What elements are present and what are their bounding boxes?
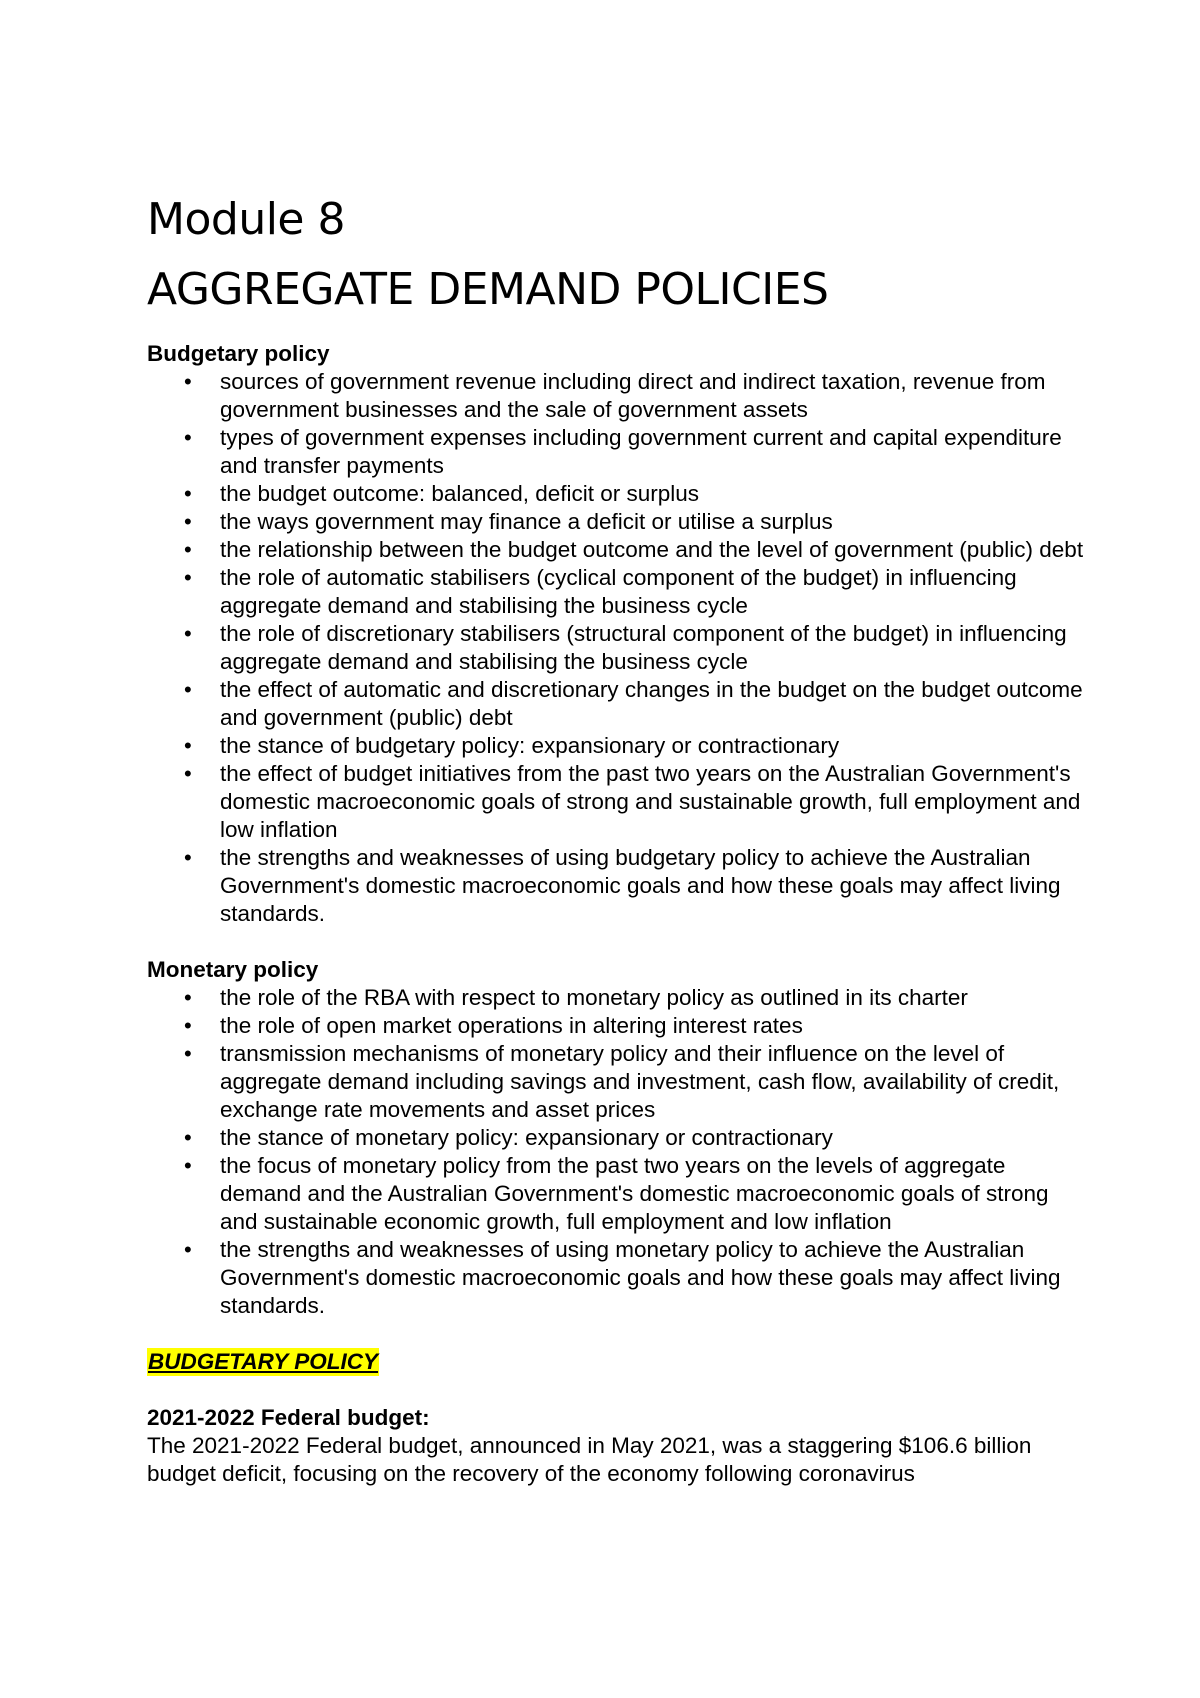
list-item (147, 1012, 1087, 1040)
bullet-icon: • (184, 761, 192, 786)
bullet-icon: • (184, 537, 192, 562)
bullet-icon: • (184, 1013, 192, 1038)
budgetary-policy-list (147, 368, 1087, 928)
bullet-icon: • (184, 481, 192, 506)
bullet-icon: • (184, 733, 192, 758)
bullet-icon: • (184, 425, 192, 450)
bullet-icon: • (184, 621, 192, 646)
list-item-text: the role of discretionary stabilisers (structural component of the budget) in influencing aggregate demand and stabilising the business cycle (220, 621, 1067, 674)
bullet-icon: • (184, 565, 192, 590)
spacer (147, 1320, 1087, 1348)
list-item (147, 844, 1087, 928)
title-module: Module 8 (147, 194, 345, 245)
list-item-text: transmission mechanisms of monetary policy and their influence on the level of aggregate demand including savings and investment, cash flow, availability of credit, exchange rate movements and asset prices (220, 1041, 1060, 1122)
list-item (147, 760, 1087, 844)
spacer (147, 1376, 1087, 1404)
budgetary-policy-heading: Budgetary policy (147, 341, 330, 366)
list-item (147, 732, 1087, 760)
list-item-text: the strengths and weaknesses of using monetary policy to achieve the Australian Government's domestic macroeconomic goals and how these goals may affect living standards. (220, 1237, 1061, 1318)
federal-budget-subheading: 2021-2022 Federal budget: (147, 1405, 430, 1430)
list-item-text: types of government expenses including government current and capital expenditure and transfer payments (220, 425, 1062, 478)
list-item (147, 1124, 1087, 1152)
list-item-text: the effect of budget initiatives from the past two years on the Australian Government's domestic macroeconomic goals of strong and sustainable growth, full employment and low inflation (220, 761, 1081, 842)
list-item-text: the role of the RBA with respect to monetary policy as outlined in its charter (220, 985, 968, 1010)
bullet-icon: • (184, 509, 192, 534)
bullet-icon: • (184, 1237, 192, 1262)
list-item (147, 564, 1087, 620)
bullet-icon: • (184, 1041, 192, 1066)
list-item (147, 984, 1087, 1012)
list-item-text: the strengths and weaknesses of using budgetary policy to achieve the Australian Government's domestic macroeconomic goals and how these goals may affect living standards. (220, 845, 1061, 926)
list-item-text: the stance of budgetary policy: expansionary or contractionary (220, 733, 840, 758)
highlight-line (147, 1348, 1087, 1376)
bullet-icon: • (184, 845, 192, 870)
monetary-policy-heading: Monetary policy (147, 957, 319, 982)
budgetary-policy-highlight: BUDGETARY POLICY (148, 1349, 379, 1374)
list-item (147, 368, 1087, 424)
bullet-icon: • (184, 369, 192, 394)
list-item-text: the budget outcome: balanced, deficit or surplus (220, 481, 700, 506)
list-item (147, 1236, 1087, 1320)
list-item-text: sources of government revenue including direct and indirect taxation, revenue from government businesses and the sale of government assets (220, 369, 1046, 422)
list-item-text: the effect of automatic and discretionary changes in the budget on the budget outcome and government (public) debt (220, 677, 1083, 730)
monetary-policy-list (147, 984, 1087, 1320)
list-item (147, 508, 1087, 536)
list-item-text: the role of open market operations in altering interest rates (220, 1013, 803, 1038)
list-item (147, 536, 1087, 564)
bullet-icon: • (184, 985, 192, 1010)
list-item-text: the focus of monetary policy from the past two years on the levels of aggregate demand and the Australian Government's domestic macroeconomic goals of strong and sustainable economic growth, full employment and low inflation (220, 1153, 1049, 1234)
bullet-icon: • (184, 677, 192, 702)
title-topic: AGGREGATE DEMAND POLICIES (147, 264, 829, 315)
list-item-text: the role of automatic stabilisers (cyclical component of the budget) in influencing aggregate demand and stabilising the business cycle (220, 565, 1017, 618)
federal-budget-paragraph: The 2021-2022 Federal budget, announced in May 2021, was a staggering $106.6 billion budget deficit, focusing on the recovery of the economy following coronavirus (147, 1433, 1032, 1486)
list-item (147, 1040, 1087, 1124)
list-item (147, 480, 1087, 508)
page-title (147, 185, 828, 325)
bullet-icon: • (184, 1125, 192, 1150)
list-item (147, 424, 1087, 480)
list-item (147, 676, 1087, 732)
list-item-text: the ways government may finance a deficit or utilise a surplus (220, 509, 833, 534)
bullet-icon: • (184, 1153, 192, 1178)
document-body (147, 340, 1087, 1488)
spacer (147, 928, 1087, 956)
list-item-text: the relationship between the budget outcome and the level of government (public) debt (220, 537, 1084, 562)
list-item (147, 620, 1087, 676)
list-item (147, 1152, 1087, 1236)
list-item-text: the stance of monetary policy: expansionary or contractionary (220, 1125, 833, 1150)
